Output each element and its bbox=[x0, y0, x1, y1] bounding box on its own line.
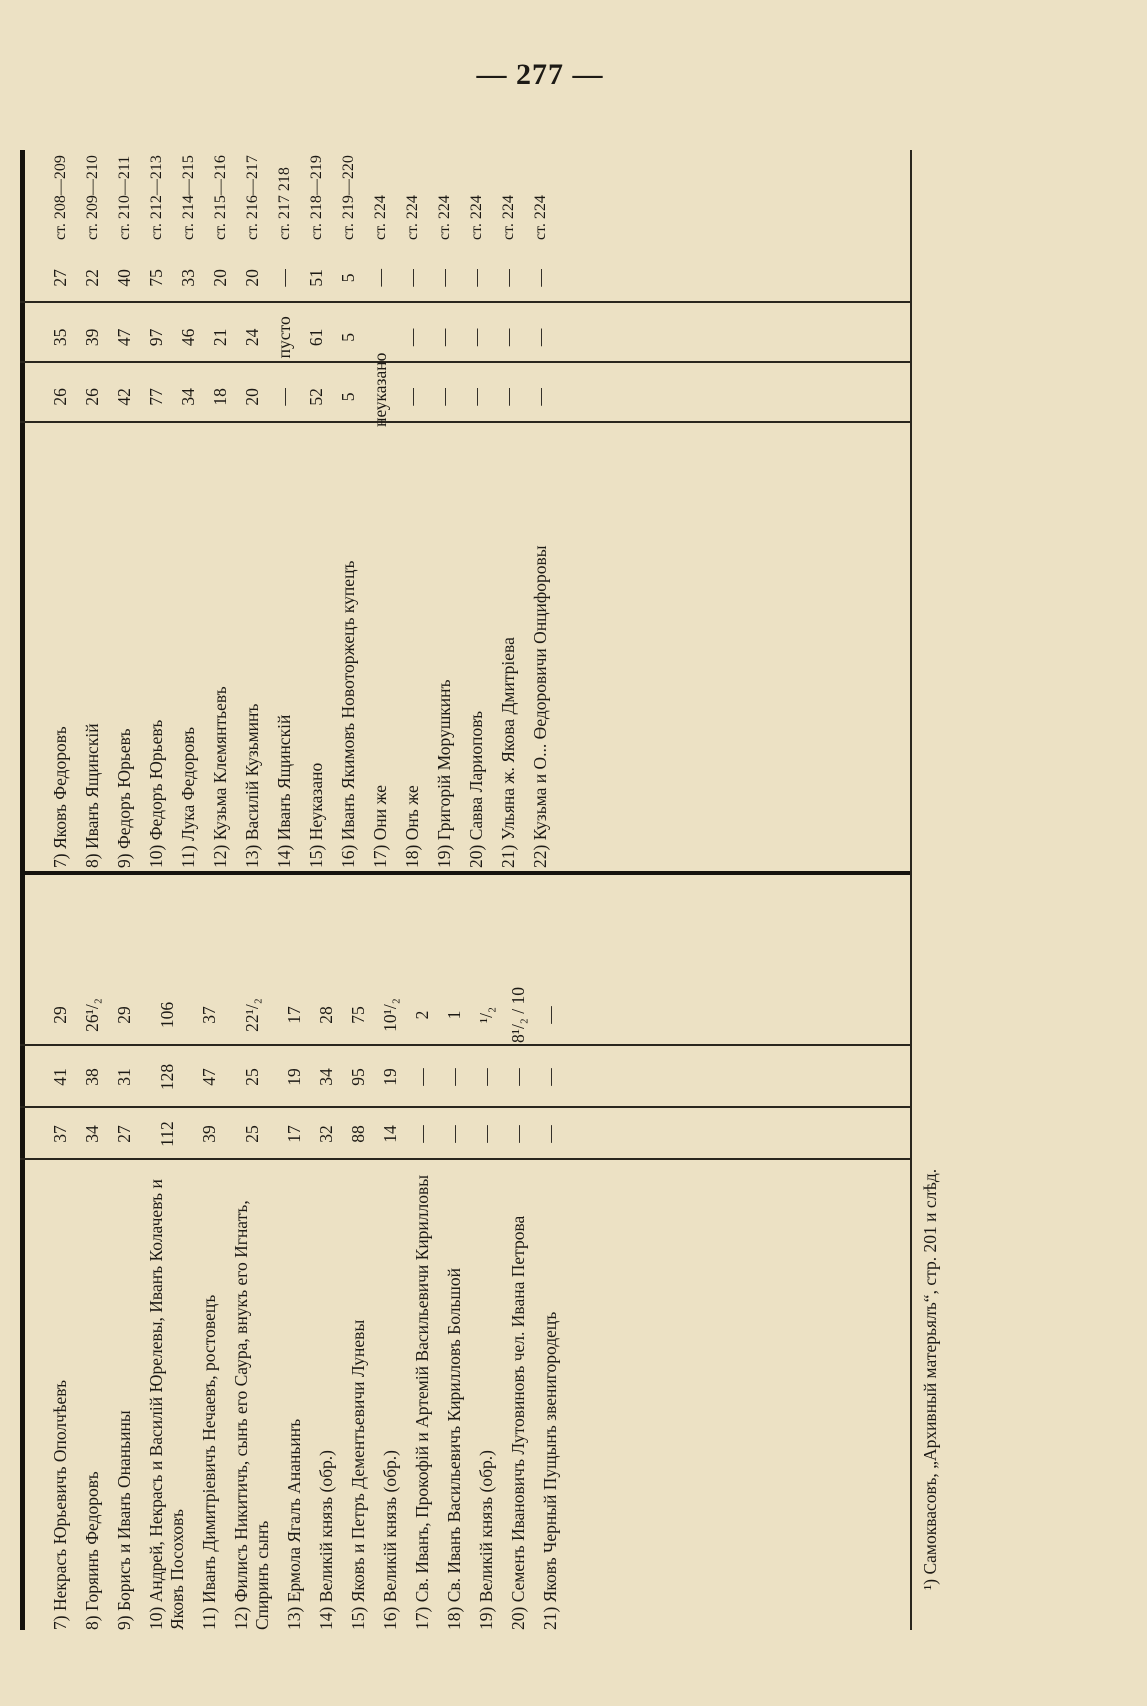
table-row bbox=[210, 123, 231, 868]
row-value-a: 37 bbox=[50, 1125, 70, 1143]
rotated-table bbox=[20, 120, 1005, 1630]
row-value-b: 34 bbox=[316, 1068, 336, 1086]
table-row bbox=[434, 123, 455, 868]
row-name: 21) Яковъ Черный Пущынъ звенигородецъ bbox=[540, 1311, 560, 1630]
row-value-a: 14 bbox=[380, 1125, 400, 1143]
row-value-a: 34 bbox=[178, 388, 198, 406]
row-value-b: — bbox=[530, 328, 550, 347]
row-name: 11) Иванъ Димитріевичъ Нечаевъ, ростовецъ bbox=[199, 1294, 219, 1630]
row-value-a: 17 bbox=[284, 1125, 304, 1143]
row-value-a: — bbox=[508, 1125, 528, 1143]
row-reference: ст. 224 bbox=[500, 195, 517, 241]
row-value-b: 19 bbox=[380, 1068, 400, 1086]
row-value-c: 29 bbox=[50, 1006, 70, 1024]
row-name: 10) Андрей, Некрасъ и Василій Юрелевы, Иванъ Колачевъ и Яковъ Посоховъ bbox=[146, 1179, 187, 1630]
table-row bbox=[530, 123, 551, 868]
row-value-b: 24 bbox=[242, 328, 262, 347]
table-row bbox=[50, 123, 71, 868]
table-row bbox=[114, 880, 135, 1630]
row-reference: ст. 209—210 bbox=[84, 155, 101, 241]
row-name: 8) Иванъ Ящинскій bbox=[82, 723, 102, 868]
row-value-b: 31 bbox=[114, 1068, 134, 1086]
row-reference: ст. 224 bbox=[372, 195, 389, 240]
row-name: 16) Великій князь (обр.) bbox=[380, 1450, 400, 1630]
row-name: 7) Яковъ Федоровъ bbox=[50, 726, 70, 868]
row-value-a: 26 bbox=[82, 388, 102, 406]
table-row bbox=[370, 123, 391, 868]
row-name: 18) Св. Иванъ Васильевичъ Кирилловъ Большой bbox=[444, 1267, 464, 1630]
row-reference: ст. 208—209 bbox=[52, 155, 69, 241]
row-name: 10) Федоръ Юрьевъ bbox=[146, 719, 166, 868]
row-value-c: — bbox=[274, 269, 294, 287]
row-value-b: 38 bbox=[82, 1068, 102, 1086]
row-name: 12) Кузьма Клемянтьевъ bbox=[210, 686, 230, 868]
row-value-a: — bbox=[274, 388, 294, 406]
row-name: 17) Св. Иванъ, Прокофій и Артемій Васильевичи Кирилловы bbox=[412, 1174, 432, 1630]
table-row bbox=[508, 880, 529, 1630]
row-name: 20) Семенъ Ивановичъ Лутовиновъ чел. Ивана Петрова bbox=[508, 1215, 528, 1630]
row-value-b: — bbox=[434, 328, 454, 347]
row-value-a: 26 bbox=[50, 388, 70, 406]
table-row bbox=[498, 123, 519, 868]
row-value-c: 75 bbox=[348, 1006, 368, 1024]
row-value-a: 18 bbox=[210, 388, 230, 406]
row-value-b: — bbox=[498, 328, 518, 347]
table-row bbox=[146, 880, 188, 1630]
row-value-a: неуказано bbox=[370, 352, 390, 427]
table-row bbox=[114, 123, 135, 868]
table-row bbox=[444, 880, 465, 1630]
row-reference: ст. 224 bbox=[436, 195, 453, 241]
row-value-b: — bbox=[412, 1068, 432, 1086]
table-center-divider bbox=[20, 871, 910, 875]
row-value-c: 51 bbox=[306, 269, 326, 287]
row-name: 22) Кузьма и О... Өедоровичи Онцифоровы bbox=[530, 545, 550, 868]
row-value-c: 37 bbox=[199, 1006, 219, 1024]
row-value-b: 35 bbox=[50, 328, 70, 347]
row-value-c: — bbox=[434, 269, 454, 287]
row-value-b: 95 bbox=[348, 1068, 368, 1086]
row-value-a: — bbox=[412, 1125, 432, 1143]
table-row bbox=[402, 123, 423, 868]
row-value-a: — bbox=[530, 388, 550, 406]
row-value-b: 47 bbox=[114, 328, 134, 347]
row-value-c: 17 bbox=[284, 1006, 304, 1024]
row-value-b: — bbox=[402, 328, 422, 347]
row-value-c: 5 bbox=[338, 273, 358, 283]
row-value-a: 52 bbox=[306, 388, 326, 406]
row-value-a: — bbox=[540, 1125, 560, 1143]
row-value-b: — bbox=[540, 1068, 560, 1086]
row-value-a: 77 bbox=[146, 388, 166, 406]
row-name: 15) Яковъ и Петръ Дементьевичи Луневы bbox=[348, 1319, 368, 1630]
row-value-c: 33 bbox=[178, 269, 198, 287]
row-value-b: 25 bbox=[241, 1068, 262, 1086]
footnote: ¹) Самоквасовъ, „Архивный матерьялъ“, стр. 201 и слѣд. bbox=[920, 1168, 940, 1590]
table-row bbox=[338, 123, 359, 868]
row-value-b: — bbox=[466, 328, 486, 347]
row-reference: ст. 224 bbox=[404, 195, 421, 241]
row-name: 13) Василій Кузьминъ bbox=[242, 703, 262, 868]
row-value-a: — bbox=[466, 388, 486, 406]
table-top-rule bbox=[20, 150, 25, 1630]
row-name: 9) Федоръ Юрьевъ bbox=[114, 728, 134, 868]
row-value-a: 112 bbox=[156, 1121, 177, 1147]
table-row bbox=[348, 880, 369, 1630]
row-value-a: — bbox=[434, 388, 454, 406]
table-row bbox=[231, 880, 273, 1630]
row-name: 12) Филисъ Никитичъ, сынъ его Саура, внукъ его Игнатъ, Спиринъ сынъ bbox=[231, 1200, 272, 1630]
row-reference: ст. 217 218 bbox=[276, 167, 293, 241]
row-value-c: — bbox=[530, 269, 550, 287]
table-row bbox=[316, 880, 337, 1630]
row-value-a: — bbox=[402, 388, 422, 406]
row-value-c: 26¹/₂ bbox=[82, 998, 102, 1032]
row-value-c: 22 bbox=[82, 269, 102, 287]
row-value-a: — bbox=[476, 1125, 496, 1143]
row-name: 11) Лука Федоровъ bbox=[178, 726, 198, 868]
row-value-b: 5 bbox=[338, 332, 358, 342]
row-reference: ст. 216—217 bbox=[244, 155, 261, 241]
row-name: 9) Борисъ и Иванъ Онаньины bbox=[114, 1410, 134, 1630]
row-value-b: — bbox=[476, 1068, 496, 1086]
row-reference: ст. 218—219 bbox=[308, 155, 325, 241]
row-value-c: 1 bbox=[444, 1010, 464, 1020]
table-row bbox=[146, 123, 167, 868]
row-value-a: 42 bbox=[114, 388, 134, 406]
row-value-b: 61 bbox=[306, 328, 326, 347]
row-value-c: 40 bbox=[114, 269, 134, 287]
row-value-b: 19 bbox=[284, 1068, 304, 1086]
row-value-c: 29 bbox=[114, 1006, 134, 1024]
row-reference: ст. 212—213 bbox=[148, 155, 165, 241]
row-value-c: — bbox=[466, 269, 486, 287]
row-name: 20) Савва Лариоповъ bbox=[466, 710, 486, 868]
row-name: 19) Григорій Морушкинъ bbox=[434, 679, 454, 868]
row-name: 14) Великій князь (обр.) bbox=[316, 1450, 336, 1630]
row-reference: ст. 219—220 bbox=[340, 155, 357, 241]
row-value-c: 28 bbox=[316, 1006, 336, 1024]
row-value-c: — bbox=[402, 269, 422, 287]
row-name: 14) Иванъ Ящинскій bbox=[274, 714, 294, 868]
row-value-b: 21 bbox=[210, 328, 230, 347]
row-value-c: ¹/₂ bbox=[476, 1006, 496, 1024]
row-value-b: — bbox=[444, 1068, 464, 1086]
left-half bbox=[50, 880, 572, 1630]
table-row bbox=[178, 123, 199, 868]
right-half bbox=[50, 123, 562, 868]
row-name: 21) Ульяна ж. Якова Дмитріева bbox=[498, 637, 518, 868]
row-value-a: 25 bbox=[241, 1125, 262, 1143]
row-value-c: 10¹/₂ bbox=[380, 998, 400, 1032]
row-name: 17) Они же bbox=[370, 784, 390, 868]
row-value-a: — bbox=[444, 1125, 464, 1143]
row-name: 18) Онъ же bbox=[402, 785, 422, 868]
table-row bbox=[274, 123, 295, 868]
row-value-a: 20 bbox=[242, 388, 262, 406]
row-value-a: 5 bbox=[338, 392, 358, 402]
row-name: 15) Неуказано bbox=[306, 762, 326, 868]
table-row bbox=[50, 880, 71, 1630]
row-reference: ст. 224 bbox=[532, 195, 549, 241]
row-reference: ст. 215—216 bbox=[212, 155, 229, 241]
row-value-c: 20 bbox=[210, 269, 230, 287]
table-bottom-rule bbox=[910, 150, 912, 1630]
row-name: 19) Великій князь (обр.) bbox=[476, 1450, 496, 1630]
row-reference: ст. 224 bbox=[468, 195, 485, 241]
row-name: 7) Некрасъ Юрьевичъ Ополчѣевъ bbox=[50, 1379, 70, 1630]
table-row bbox=[306, 123, 327, 868]
row-reference: ст. 214—215 bbox=[180, 155, 197, 241]
table-row bbox=[284, 880, 305, 1630]
row-value-c: 22¹/₂ bbox=[241, 998, 262, 1032]
table-row bbox=[199, 880, 220, 1630]
table-row bbox=[466, 123, 487, 868]
row-value-b: 97 bbox=[146, 328, 166, 347]
row-value-a: — bbox=[498, 388, 518, 406]
row-value-a: 32 bbox=[316, 1125, 336, 1143]
row-value-c: 75 bbox=[146, 269, 166, 287]
row-value-c: 2 bbox=[412, 1010, 432, 1020]
table-row bbox=[540, 880, 561, 1630]
row-value-b: 47 bbox=[199, 1068, 219, 1086]
row-value-c: 8¹/₂ / 10 bbox=[508, 986, 528, 1044]
row-value-a: 88 bbox=[348, 1125, 368, 1143]
row-reference: ст. 210—211 bbox=[116, 155, 133, 241]
row-value-c: — bbox=[498, 269, 518, 287]
table-row bbox=[412, 880, 433, 1630]
row-value-b: 39 bbox=[82, 328, 102, 347]
row-value-b: 41 bbox=[50, 1068, 70, 1086]
row-value-a: 34 bbox=[82, 1125, 102, 1143]
row-value-b: пусто bbox=[274, 316, 294, 359]
row-value-b: 46 bbox=[178, 328, 198, 347]
row-value-b: 128 bbox=[156, 1063, 177, 1091]
row-value-a: 39 bbox=[199, 1125, 219, 1143]
row-name: 16) Иванъ Якимовъ Новоторжецъ купецъ bbox=[338, 560, 358, 868]
row-value-c: 106 bbox=[156, 1001, 177, 1029]
table-row bbox=[380, 880, 401, 1630]
row-value-c: 20 bbox=[242, 269, 262, 287]
table-row bbox=[476, 880, 497, 1630]
page-number: — 277 — bbox=[476, 58, 604, 91]
row-value-c: — bbox=[370, 268, 390, 287]
table-row bbox=[82, 123, 103, 868]
row-value-c: 27 bbox=[50, 269, 70, 287]
row-name: 13) Ермола Ягалъ Ананьинъ bbox=[284, 1418, 304, 1630]
row-name: 8) Горяинъ Федоровъ bbox=[82, 1471, 102, 1630]
table-row bbox=[242, 123, 263, 868]
table-row bbox=[82, 880, 103, 1630]
row-value-c: — bbox=[540, 1006, 560, 1024]
row-value-a: 27 bbox=[114, 1125, 134, 1143]
row-value-b: — bbox=[508, 1068, 528, 1086]
